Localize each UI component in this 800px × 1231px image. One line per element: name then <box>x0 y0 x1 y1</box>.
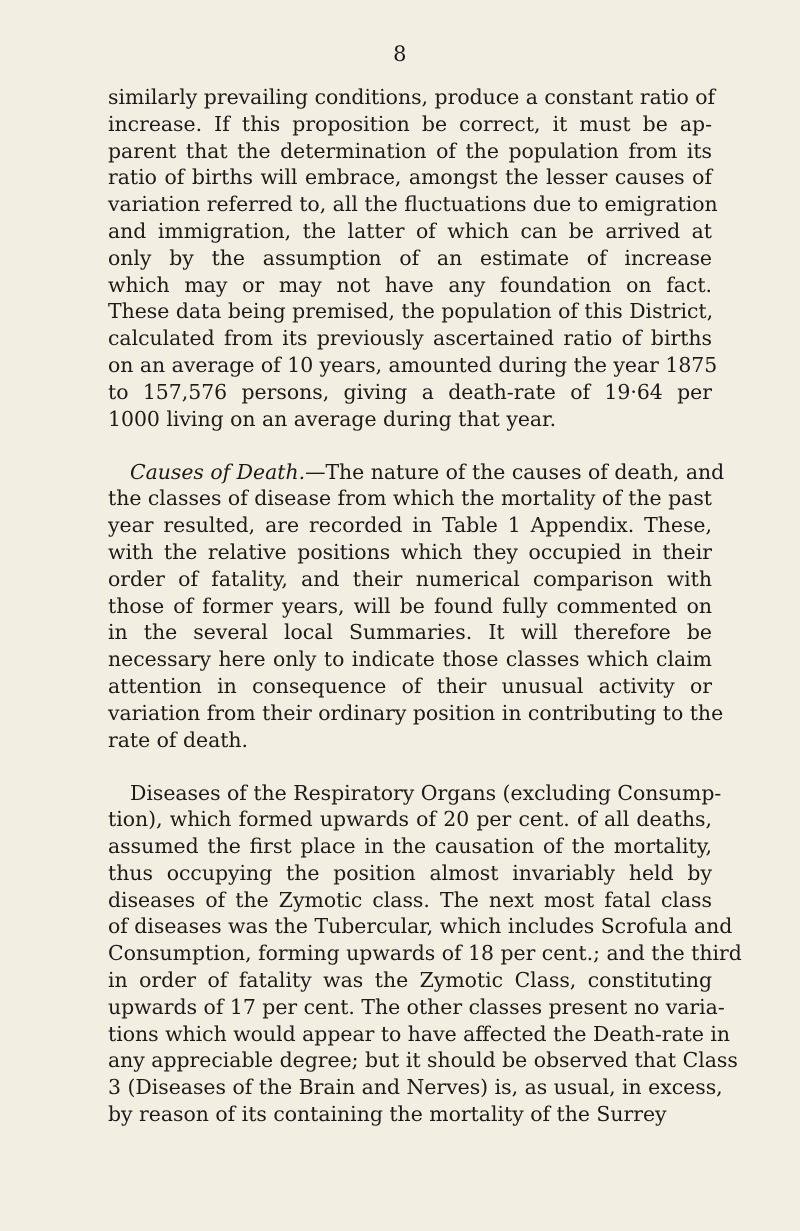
text-line: variation from their ordinary position in contributing to the <box>108 700 724 725</box>
paragraph-gap <box>108 432 712 458</box>
text-line: with the relative positions which they occupied in their <box>108 539 712 564</box>
text-line: of diseases was the Tubercular, which includes Scrofula and <box>108 914 733 939</box>
text-line: order of fatality, and their numerical comparison with <box>108 566 712 591</box>
text-line: tion), which formed upwards of 20 per cent. of all deaths, <box>108 807 712 832</box>
text-line: any appreciable degree; but it should be observed that Class <box>108 1048 738 1073</box>
text-line-with-heading <box>108 459 725 486</box>
text-line: rate of death. <box>108 727 249 752</box>
paragraph-causes-of-death <box>108 459 725 754</box>
text-line: by reason of its containing the mortality of the Surrey <box>108 1102 667 1127</box>
text-line: 3 (Diseases of the Brain and Nerves) is, as usual, in excess, <box>108 1075 723 1100</box>
text-line: the classes of disease from which the mortality of the past <box>108 486 712 511</box>
text-line: those of former years, will be found fully commented on <box>108 593 712 618</box>
text-line: 1000 living on an average during that year. <box>108 406 557 431</box>
text-line: tions which would appear to have affected the Death-rate in <box>108 1021 731 1046</box>
text-line: attention in consequence of their unusual activity or <box>108 673 712 698</box>
text-line: and immigration, the latter of which can be arrived at <box>108 218 712 243</box>
text-line: similarly prevailing conditions, produce a constant ratio of <box>108 85 716 109</box>
paragraph-population <box>108 84 718 432</box>
text-line: These data being premised, the population of this District, <box>108 299 714 324</box>
text-line: calculated from its previously ascertained ratio of births <box>108 326 712 351</box>
text-line: diseases of the Zymotic class. The next most fatal class <box>108 887 712 912</box>
body-text <box>108 84 742 1128</box>
text-line: thus occupying the position almost invariably held by <box>108 860 712 885</box>
text-line: necessary here only to indicate those classes which claim <box>108 647 712 672</box>
text-line: only by the assumption of an estimate of increase <box>108 245 712 270</box>
text-line: year resulted, are recorded in Table 1 Appendix. These, <box>108 513 712 538</box>
text-line: which may or may not have any foundation on fact. <box>108 272 712 297</box>
paragraph-gap <box>108 753 712 779</box>
paragraph-respiratory-diseases <box>108 780 742 1128</box>
text-line: Diseases of the Respiratory Organs (excluding Consump- <box>130 780 722 805</box>
text-line: assumed the first place in the causation of the mortality, <box>108 834 712 859</box>
text-line: in order of fatality was the Zymotic Class, constituting <box>108 968 712 993</box>
text-line: upwards of 17 per cent. The other classes present no varia- <box>108 994 725 1019</box>
text-line: in the several local Summaries. It will therefore be <box>108 620 712 645</box>
text-line: —The nature of the causes of death, and <box>305 459 725 484</box>
text-line: ratio of births will embrace, amongst the lesser causes of <box>108 165 712 190</box>
text-line: increase. If this proposition be correct, it must be ap- <box>108 111 712 136</box>
section-heading: Causes of Death. <box>130 459 306 484</box>
text-line: parent that the determination of the population from its <box>108 138 712 163</box>
text-line: variation referred to, all the fluctuations due to emigration <box>108 192 718 217</box>
text-line: Consumption, forming upwards of 18 per cent.; and the third <box>108 941 742 966</box>
page-number: 8 <box>393 42 407 66</box>
text-line: on an average of 10 years, amounted during the year 1875 <box>108 352 718 377</box>
text-line: to 157,576 persons, giving a death-rate of 19·64 per <box>108 379 712 404</box>
